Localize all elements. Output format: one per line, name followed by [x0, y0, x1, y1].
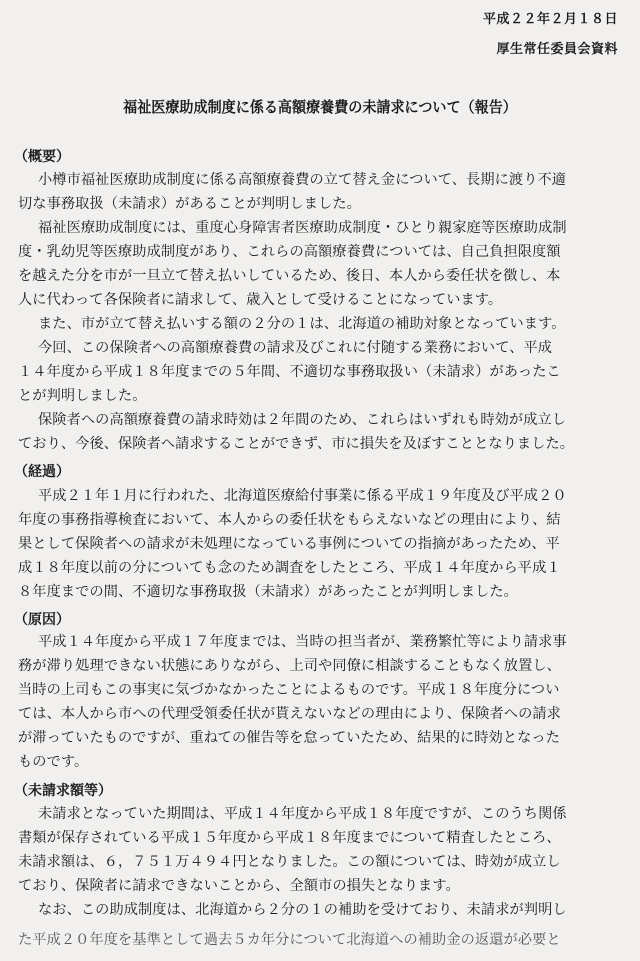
overview-line: とが判明しました。	[18, 388, 147, 404]
overview-line: 小樽市福祉医療助成制度に係る高額療養費の立て替え金について、長期に渡り不適	[38, 172, 567, 188]
cause-line: ては、本人から市への代理受領委任状が貰えないなどの理由により、保険者への請求	[18, 706, 561, 722]
amount-line: なお、この助成制度は、北海道から２分の１の補助を受けており、未請求が判明し	[38, 902, 567, 918]
amount-heading: （未請求額等）	[14, 783, 112, 799]
overview-line: また、市が立て替え払いする額の２分の１は、北海道の補助対象となっています。	[38, 316, 566, 332]
overview-line: １４年度から平成１８年度までの５年間、不適切な事務取扱い（未請求）があったこ	[18, 364, 561, 380]
overview-heading: （概要）	[14, 149, 70, 165]
cause-line: 務が滞り処理できない状態にありながら、上司や同僚に相談することもなく放置し、	[18, 658, 561, 674]
cause-line: が滞っていたものですが、重ねての催告等を怠っていたため、結果的に時効となった	[18, 730, 561, 746]
amount-line: 書類が保存されている平成１５年度から平成１８年度までについて精査したところ、	[18, 830, 561, 846]
cause-line: 平成１４年度から平成１７年度までは、当時の担当者が、業務繁忙等により請求事	[38, 634, 567, 650]
overview-line: 度・乳幼児等医療助成制度があり、これらの高額療養費については、自己負担限度額	[18, 244, 561, 260]
cause-line: ものです。	[18, 754, 89, 770]
cause-heading: （原因）	[14, 612, 70, 628]
amount-line: た平成２０年度を基準として過去５カ年分について北海道への補助金の返還が必要と	[18, 932, 561, 948]
overview-line: を越えた分を市が一旦立て替え払いしているため、後日、本人から委任状を徴し、本	[18, 268, 561, 284]
overview-line: 今回、この保険者への高額療養費の請求及びこれに付随する業務において、平成	[38, 340, 553, 356]
cause-line: 当時の上司もこの事実に気づかなかったことによるものです。平成１８年度分につい	[18, 682, 560, 698]
document-title: 福祉医療助成制度に係る高額療養費の未請求について（報告）	[123, 98, 517, 116]
amount-line: 未請求となっていた期間は、平成１４年度から平成１８年度ですが、このうち関係	[38, 806, 567, 822]
document-date: 平成２２年２月１８日	[482, 12, 618, 27]
overview-line: ており、今後、保険者へ請求することができず、市に損失を及ぼすこととなりました。	[18, 436, 575, 452]
history-line: 果として保険者への請求が未処理になっている事例についての指摘があったため、平	[18, 536, 560, 552]
history-line: 平成２１年１月に行われた、北海道医療給付事業に係る平成１９年度及び平成２０	[38, 488, 567, 504]
amount-line: ており、保険者に請求できないことから、全額市の損失となります。	[18, 878, 460, 894]
history-line: 年度の事務指導検査において、本人からの委任状をもらえないなどの理由により、結	[18, 512, 561, 528]
history-line: 成１８年度以前の分についても念のため調査をしたところ、平成１４年度から平成１	[18, 560, 561, 576]
overview-line: 切な事務取扱（未請求）があることが判明しました。	[18, 196, 361, 212]
history-line: ８年度までの間、不適切な事務取扱（未請求）があったことが判明しました。	[18, 584, 518, 600]
amount-line: 未請求額は、６，７５１万４９４円となりました。この額については、時効が成立し	[18, 854, 561, 870]
overview-line: 保険者への高額療養費の請求時効は２年間のため、これらはいずれも時効が成立し	[38, 412, 567, 428]
committee-reference: 厚生常任委員会資料	[496, 42, 618, 57]
history-heading: （経過）	[14, 464, 70, 480]
overview-line: 福祉医療助成制度には、重度心身障害者医療助成制度・ひとり親家庭等医療助成制	[38, 220, 567, 236]
overview-line: 人に代わって各保険者に請求して、歳入として受けることになっています。	[18, 292, 503, 308]
